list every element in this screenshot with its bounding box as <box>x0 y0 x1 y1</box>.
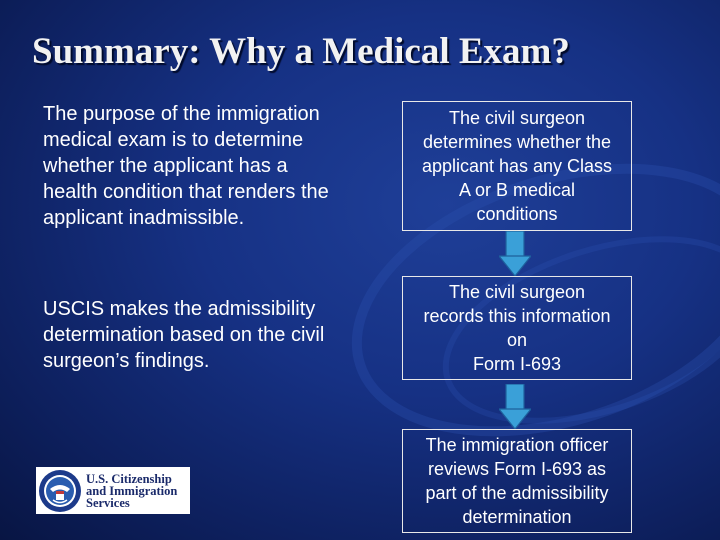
flow-step-civil-surgeon-records <box>402 276 632 380</box>
arrow-down-icon <box>499 231 531 277</box>
logo-line-3: Services <box>86 495 130 510</box>
uscis-wordmark <box>86 473 177 509</box>
flow-step-civil-surgeon-determines <box>402 101 632 231</box>
logo-line-2: and Immigration <box>86 483 178 498</box>
purpose-text: The purpose of the immigration medical exam is to determine whether the applicant has a health condition that renders the applicant inadmissible. <box>43 103 329 229</box>
flow-step-officer-reviews <box>402 429 632 533</box>
uscis-logo <box>36 467 190 514</box>
flow-step-3-text: The immigration officer reviews Form I-693 as part of the admissibility determination <box>425 435 609 527</box>
uscis-role-text: USCIS makes the admissibility determination based on the civil surgeon’s findings. <box>43 298 325 372</box>
flow-step-2-text: The civil surgeon records this information on Form I-693 <box>423 282 611 374</box>
dhs-seal-icon <box>38 469 82 513</box>
slide-title: Summary: Why a Medical Exam? <box>32 31 570 72</box>
flow-step-1-text: The civil surgeon determines whether the applicant has any Class A or B medical conditions <box>421 108 613 224</box>
arrow-down-icon <box>499 384 531 430</box>
logo-line-1: U.S. Citizenship <box>86 471 172 486</box>
